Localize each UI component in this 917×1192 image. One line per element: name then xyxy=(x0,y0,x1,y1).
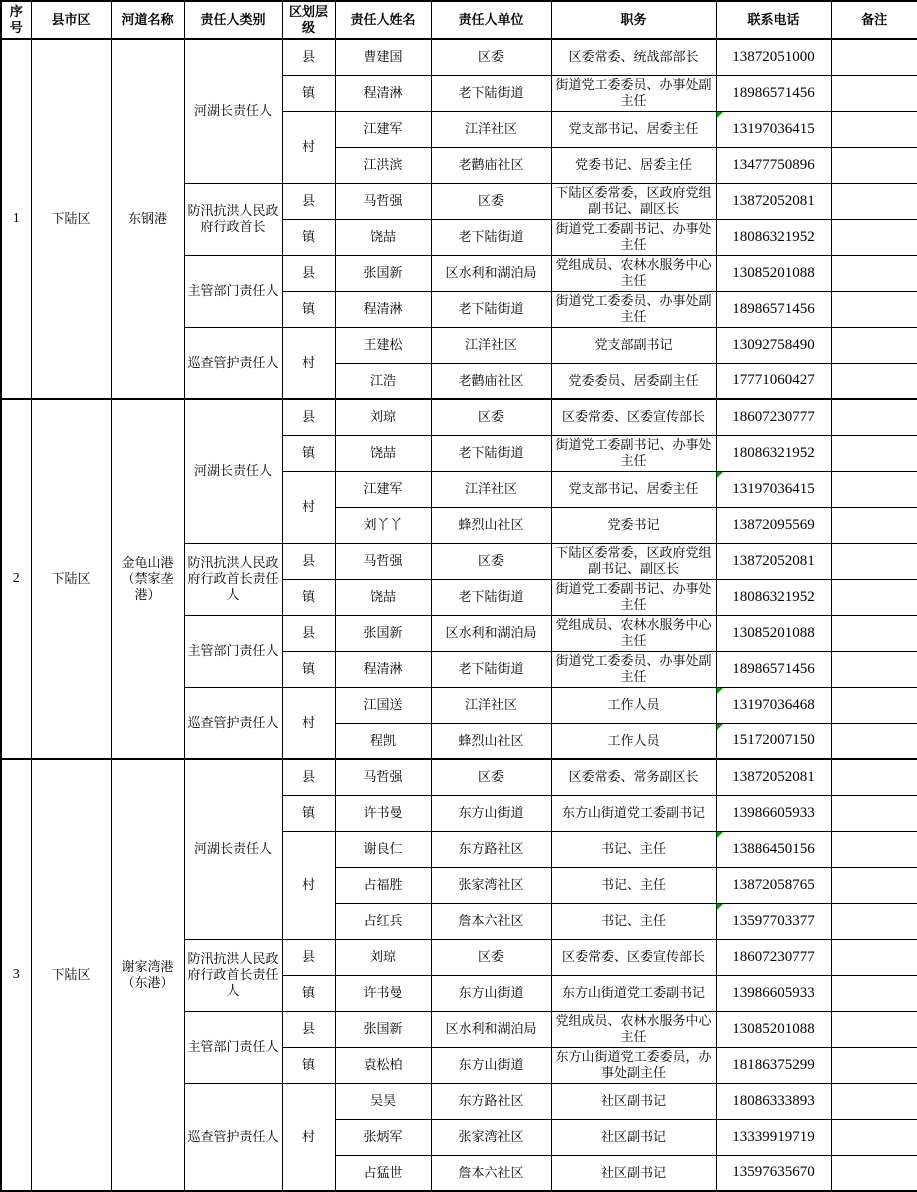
cell-unit: 江洋社区 xyxy=(431,687,551,723)
text-format-indicator-icon xyxy=(717,724,723,730)
text-format-indicator-icon xyxy=(717,112,723,118)
cell-phone: 13872052081 xyxy=(716,543,831,579)
cell-note xyxy=(831,831,917,867)
table-header xyxy=(1,1,917,39)
cell-phone: 13886450156 xyxy=(716,831,831,867)
cell-level: 镇 xyxy=(282,975,335,1011)
cell-person-name: 江建军 xyxy=(335,111,431,147)
cell-note xyxy=(831,543,917,579)
cell-position: 书记、主任 xyxy=(551,831,716,867)
cell-category: 主管部门责任人 xyxy=(184,615,282,687)
cell-note xyxy=(831,255,917,291)
text-format-indicator-icon xyxy=(717,904,723,910)
cell-note xyxy=(831,795,917,831)
cell-phone: 13197036415 xyxy=(716,471,831,507)
cell-note xyxy=(831,291,917,327)
cell-person-name: 吴昊 xyxy=(335,1083,431,1119)
cell-level: 镇 xyxy=(282,579,335,615)
cell-note xyxy=(831,939,917,975)
cell-note xyxy=(831,1011,917,1047)
table-row xyxy=(1,399,917,435)
cell-level: 村 xyxy=(282,471,335,543)
cell-person-name: 饶喆 xyxy=(335,579,431,615)
cell-unit: 老鹳庙社区 xyxy=(431,147,551,183)
cell-level: 县 xyxy=(282,39,335,75)
cell-person-name: 谢良仁 xyxy=(335,831,431,867)
cell-person-name: 占福胜 xyxy=(335,867,431,903)
cell-person-name: 程清淋 xyxy=(335,75,431,111)
cell-note xyxy=(831,1155,917,1191)
cell-note xyxy=(831,651,917,687)
cell-unit: 蜂烈山社区 xyxy=(431,507,551,543)
cell-phone: 18186375299 xyxy=(716,1047,831,1083)
cell-person-name: 饶喆 xyxy=(335,219,431,255)
cell-level: 镇 xyxy=(282,75,335,111)
cell-note xyxy=(831,75,917,111)
cell-index: 2 xyxy=(1,399,31,759)
cell-position: 区委常委、常务副区长 xyxy=(551,759,716,795)
cell-phone: 13197036415 xyxy=(716,111,831,147)
cell-person-name: 马哲强 xyxy=(335,543,431,579)
cell-phone: 13986605933 xyxy=(716,795,831,831)
text-format-indicator-icon xyxy=(717,472,723,478)
cell-note xyxy=(831,219,917,255)
cell-person-name: 程清淋 xyxy=(335,651,431,687)
cell-phone: 13197036468 xyxy=(716,687,831,723)
cell-position: 党委书记 xyxy=(551,507,716,543)
column-header-7: 职务 xyxy=(551,1,716,39)
cell-unit: 区委 xyxy=(431,399,551,435)
cell-position: 党支部书记、居委主任 xyxy=(551,111,716,147)
cell-category: 防汛抗洪人民政府行政首长责任人 xyxy=(184,939,282,1011)
cell-position: 东方山街道党工委委员，办事处副主任 xyxy=(551,1047,716,1083)
cell-phone: 13339919719 xyxy=(716,1119,831,1155)
cell-note xyxy=(831,579,917,615)
cell-person-name: 占猛世 xyxy=(335,1155,431,1191)
cell-index: 1 xyxy=(1,39,31,399)
cell-note xyxy=(831,435,917,471)
cell-unit: 江洋社区 xyxy=(431,111,551,147)
cell-phone: 13872051000 xyxy=(716,39,831,75)
column-header-6: 责任人单位 xyxy=(431,1,551,39)
table-body xyxy=(1,39,917,1191)
cell-position: 东方山街道党工委副书记 xyxy=(551,795,716,831)
cell-phone: 13092758490 xyxy=(716,327,831,363)
cell-person-name: 张炳军 xyxy=(335,1119,431,1155)
column-header-1: 县市区 xyxy=(31,1,111,39)
cell-note xyxy=(831,183,917,219)
cell-unit: 老下陆街道 xyxy=(431,435,551,471)
cell-district: 下陆区 xyxy=(31,39,111,399)
cell-person-name: 刘琼 xyxy=(335,939,431,975)
cell-note xyxy=(831,327,917,363)
cell-position: 社区副书记 xyxy=(551,1083,716,1119)
cell-position: 街道党工委副书记、办事处主任 xyxy=(551,219,716,255)
cell-phone: 13872052081 xyxy=(716,183,831,219)
cell-position: 社区副书记 xyxy=(551,1119,716,1155)
cell-note xyxy=(831,615,917,651)
cell-position: 工作人员 xyxy=(551,687,716,723)
cell-unit: 张家湾社区 xyxy=(431,867,551,903)
cell-category: 防汛抗洪人民政府行政首长 xyxy=(184,183,282,255)
cell-phone: 13597635670 xyxy=(716,1155,831,1191)
column-header-9: 备注 xyxy=(831,1,917,39)
cell-person-name: 饶喆 xyxy=(335,435,431,471)
cell-unit: 张家湾社区 xyxy=(431,1119,551,1155)
cell-level: 县 xyxy=(282,939,335,975)
column-header-0: 序号 xyxy=(1,1,31,39)
cell-index: 3 xyxy=(1,759,31,1191)
cell-note xyxy=(831,111,917,147)
cell-level: 镇 xyxy=(282,795,335,831)
cell-note xyxy=(831,723,917,759)
cell-unit: 东方山街道 xyxy=(431,1047,551,1083)
cell-phone: 18086321952 xyxy=(716,579,831,615)
cell-note xyxy=(831,687,917,723)
cell-note xyxy=(831,1047,917,1083)
cell-unit: 区委 xyxy=(431,39,551,75)
cell-note xyxy=(831,507,917,543)
cell-unit: 区水利和湖泊局 xyxy=(431,615,551,651)
cell-level: 村 xyxy=(282,111,335,183)
cell-unit: 区委 xyxy=(431,939,551,975)
cell-person-name: 占红兵 xyxy=(335,903,431,939)
cell-level: 镇 xyxy=(282,1047,335,1083)
cell-level: 镇 xyxy=(282,219,335,255)
cell-position: 党支部书记、居委主任 xyxy=(551,471,716,507)
cell-level: 村 xyxy=(282,687,335,759)
table-row xyxy=(1,759,917,795)
cell-person-name: 马哲强 xyxy=(335,759,431,795)
column-header-4: 区划层级 xyxy=(282,1,335,39)
cell-position: 工作人员 xyxy=(551,723,716,759)
cell-river-name: 金龟山港（禁家垄港） xyxy=(111,399,184,759)
cell-category: 主管部门责任人 xyxy=(184,1011,282,1083)
cell-position: 街道党工委委员、办事处副主任 xyxy=(551,651,716,687)
cell-category: 巡查管护责任人 xyxy=(184,327,282,399)
cell-phone: 18086321952 xyxy=(716,435,831,471)
cell-category: 巡查管护责任人 xyxy=(184,1083,282,1191)
cell-unit: 老下陆街道 xyxy=(431,651,551,687)
cell-unit: 区水利和湖泊局 xyxy=(431,255,551,291)
cell-person-name: 刘琼 xyxy=(335,399,431,435)
cell-person-name: 刘丫丫 xyxy=(335,507,431,543)
cell-position: 东方山街道党工委副书记 xyxy=(551,975,716,1011)
cell-note xyxy=(831,1119,917,1155)
cell-person-name: 张国新 xyxy=(335,1011,431,1047)
cell-category: 主管部门责任人 xyxy=(184,255,282,327)
cell-unit: 东方路社区 xyxy=(431,1083,551,1119)
cell-position: 社区副书记 xyxy=(551,1155,716,1191)
cell-person-name: 马哲强 xyxy=(335,183,431,219)
cell-phone: 13872058765 xyxy=(716,867,831,903)
cell-category: 巡查管护责任人 xyxy=(184,687,282,759)
cell-position: 党支部副书记 xyxy=(551,327,716,363)
cell-level: 村 xyxy=(282,831,335,939)
cell-level: 县 xyxy=(282,543,335,579)
cell-note xyxy=(831,975,917,1011)
cell-person-name: 许书曼 xyxy=(335,795,431,831)
cell-position: 街道党工委副书记、办事处主任 xyxy=(551,579,716,615)
cell-level: 县 xyxy=(282,183,335,219)
cell-unit: 老鹳庙社区 xyxy=(431,363,551,399)
column-header-8: 联系电话 xyxy=(716,1,831,39)
cell-level: 镇 xyxy=(282,435,335,471)
cell-phone: 18986571456 xyxy=(716,651,831,687)
cell-unit: 东方路社区 xyxy=(431,831,551,867)
cell-unit: 东方山街道 xyxy=(431,795,551,831)
cell-phone: 18086321952 xyxy=(716,219,831,255)
cell-position: 书记、主任 xyxy=(551,867,716,903)
column-header-3: 责任人类别 xyxy=(184,1,282,39)
cell-phone: 18986571456 xyxy=(716,291,831,327)
cell-position: 街道党工委副书记、办事处主任 xyxy=(551,435,716,471)
cell-person-name: 江浩 xyxy=(335,363,431,399)
cell-position: 街道党工委委员、办事处副主任 xyxy=(551,75,716,111)
cell-position: 党委书记、居委主任 xyxy=(551,147,716,183)
cell-note xyxy=(831,147,917,183)
cell-note xyxy=(831,759,917,795)
cell-phone: 15172007150 xyxy=(716,723,831,759)
cell-phone: 18086333893 xyxy=(716,1083,831,1119)
cell-phone: 13986605933 xyxy=(716,975,831,1011)
cell-district: 下陆区 xyxy=(31,759,111,1191)
cell-category: 河湖长责任人 xyxy=(184,39,282,183)
cell-note xyxy=(831,471,917,507)
column-header-5: 责任人姓名 xyxy=(335,1,431,39)
cell-position: 书记、主任 xyxy=(551,903,716,939)
cell-phone: 17771060427 xyxy=(716,363,831,399)
cell-category: 河湖长责任人 xyxy=(184,759,282,939)
cell-river-name: 东钢港 xyxy=(111,39,184,399)
header-row xyxy=(1,1,917,39)
cell-unit: 詹本六社区 xyxy=(431,1155,551,1191)
cell-district: 下陆区 xyxy=(31,399,111,759)
cell-person-name: 江洪滨 xyxy=(335,147,431,183)
cell-position: 党委委员、居委副主任 xyxy=(551,363,716,399)
column-header-2: 河道名称 xyxy=(111,1,184,39)
cell-note xyxy=(831,903,917,939)
cell-phone: 13872052081 xyxy=(716,759,831,795)
cell-level: 县 xyxy=(282,615,335,651)
cell-note xyxy=(831,363,917,399)
cell-note xyxy=(831,1083,917,1119)
cell-category: 河湖长责任人 xyxy=(184,399,282,543)
cell-level: 村 xyxy=(282,327,335,399)
cell-person-name: 程凯 xyxy=(335,723,431,759)
cell-phone: 18607230777 xyxy=(716,939,831,975)
cell-person-name: 袁松柏 xyxy=(335,1047,431,1083)
cell-position: 区委常委、区委宣传部长 xyxy=(551,939,716,975)
cell-category: 防汛抗洪人民政府行政首长责任人 xyxy=(184,543,282,615)
cell-level: 县 xyxy=(282,1011,335,1047)
cell-level: 镇 xyxy=(282,291,335,327)
cell-unit: 江洋社区 xyxy=(431,471,551,507)
cell-position: 下陆区委常委，区政府党组副书记、副区长 xyxy=(551,543,716,579)
cell-position: 区委常委、统战部部长 xyxy=(551,39,716,75)
cell-person-name: 王建松 xyxy=(335,327,431,363)
cell-note xyxy=(831,399,917,435)
cell-unit: 区委 xyxy=(431,183,551,219)
cell-phone: 18986571456 xyxy=(716,75,831,111)
cell-level: 县 xyxy=(282,255,335,291)
cell-person-name: 张国新 xyxy=(335,255,431,291)
cell-unit: 老下陆街道 xyxy=(431,75,551,111)
cell-level: 村 xyxy=(282,1083,335,1191)
cell-person-name: 曹建国 xyxy=(335,39,431,75)
cell-phone: 18607230777 xyxy=(716,399,831,435)
cell-phone: 13085201088 xyxy=(716,1011,831,1047)
cell-person-name: 张国新 xyxy=(335,615,431,651)
cell-unit: 詹本六社区 xyxy=(431,903,551,939)
table-row xyxy=(1,39,917,75)
cell-unit: 蜂烈山社区 xyxy=(431,723,551,759)
cell-note xyxy=(831,867,917,903)
text-format-indicator-icon xyxy=(717,832,723,838)
cell-river-name: 谢家湾港（东港） xyxy=(111,759,184,1191)
cell-position: 党组成员、农林水服务中心主任 xyxy=(551,255,716,291)
cell-phone: 13477750896 xyxy=(716,147,831,183)
cell-person-name: 江国送 xyxy=(335,687,431,723)
cell-unit: 区水利和湖泊局 xyxy=(431,1011,551,1047)
cell-note xyxy=(831,39,917,75)
cell-unit: 区委 xyxy=(431,759,551,795)
cell-unit: 老下陆街道 xyxy=(431,219,551,255)
cell-unit: 老下陆街道 xyxy=(431,291,551,327)
cell-level: 县 xyxy=(282,759,335,795)
cell-person-name: 许书曼 xyxy=(335,975,431,1011)
cell-unit: 江洋社区 xyxy=(431,327,551,363)
cell-unit: 老下陆街道 xyxy=(431,579,551,615)
cell-level: 县 xyxy=(282,399,335,435)
cell-position: 党组成员、农林水服务中心主任 xyxy=(551,615,716,651)
cell-unit: 东方山街道 xyxy=(431,975,551,1011)
cell-phone: 13085201088 xyxy=(716,255,831,291)
cell-person-name: 程清淋 xyxy=(335,291,431,327)
cell-level: 镇 xyxy=(282,651,335,687)
cell-phone: 13085201088 xyxy=(716,615,831,651)
cell-position: 街道党工委委员、办事处副主任 xyxy=(551,291,716,327)
cell-position: 下陆区委常委，区政府党组副书记、副区长 xyxy=(551,183,716,219)
text-format-indicator-icon xyxy=(717,688,723,694)
cell-phone: 13872095569 xyxy=(716,507,831,543)
cell-unit: 区委 xyxy=(431,543,551,579)
cell-person-name: 江建军 xyxy=(335,471,431,507)
cell-position: 党组成员、农林水服务中心主任 xyxy=(551,1011,716,1047)
cell-position: 区委常委、区委宣传部长 xyxy=(551,399,716,435)
cell-phone: 13597703377 xyxy=(716,903,831,939)
